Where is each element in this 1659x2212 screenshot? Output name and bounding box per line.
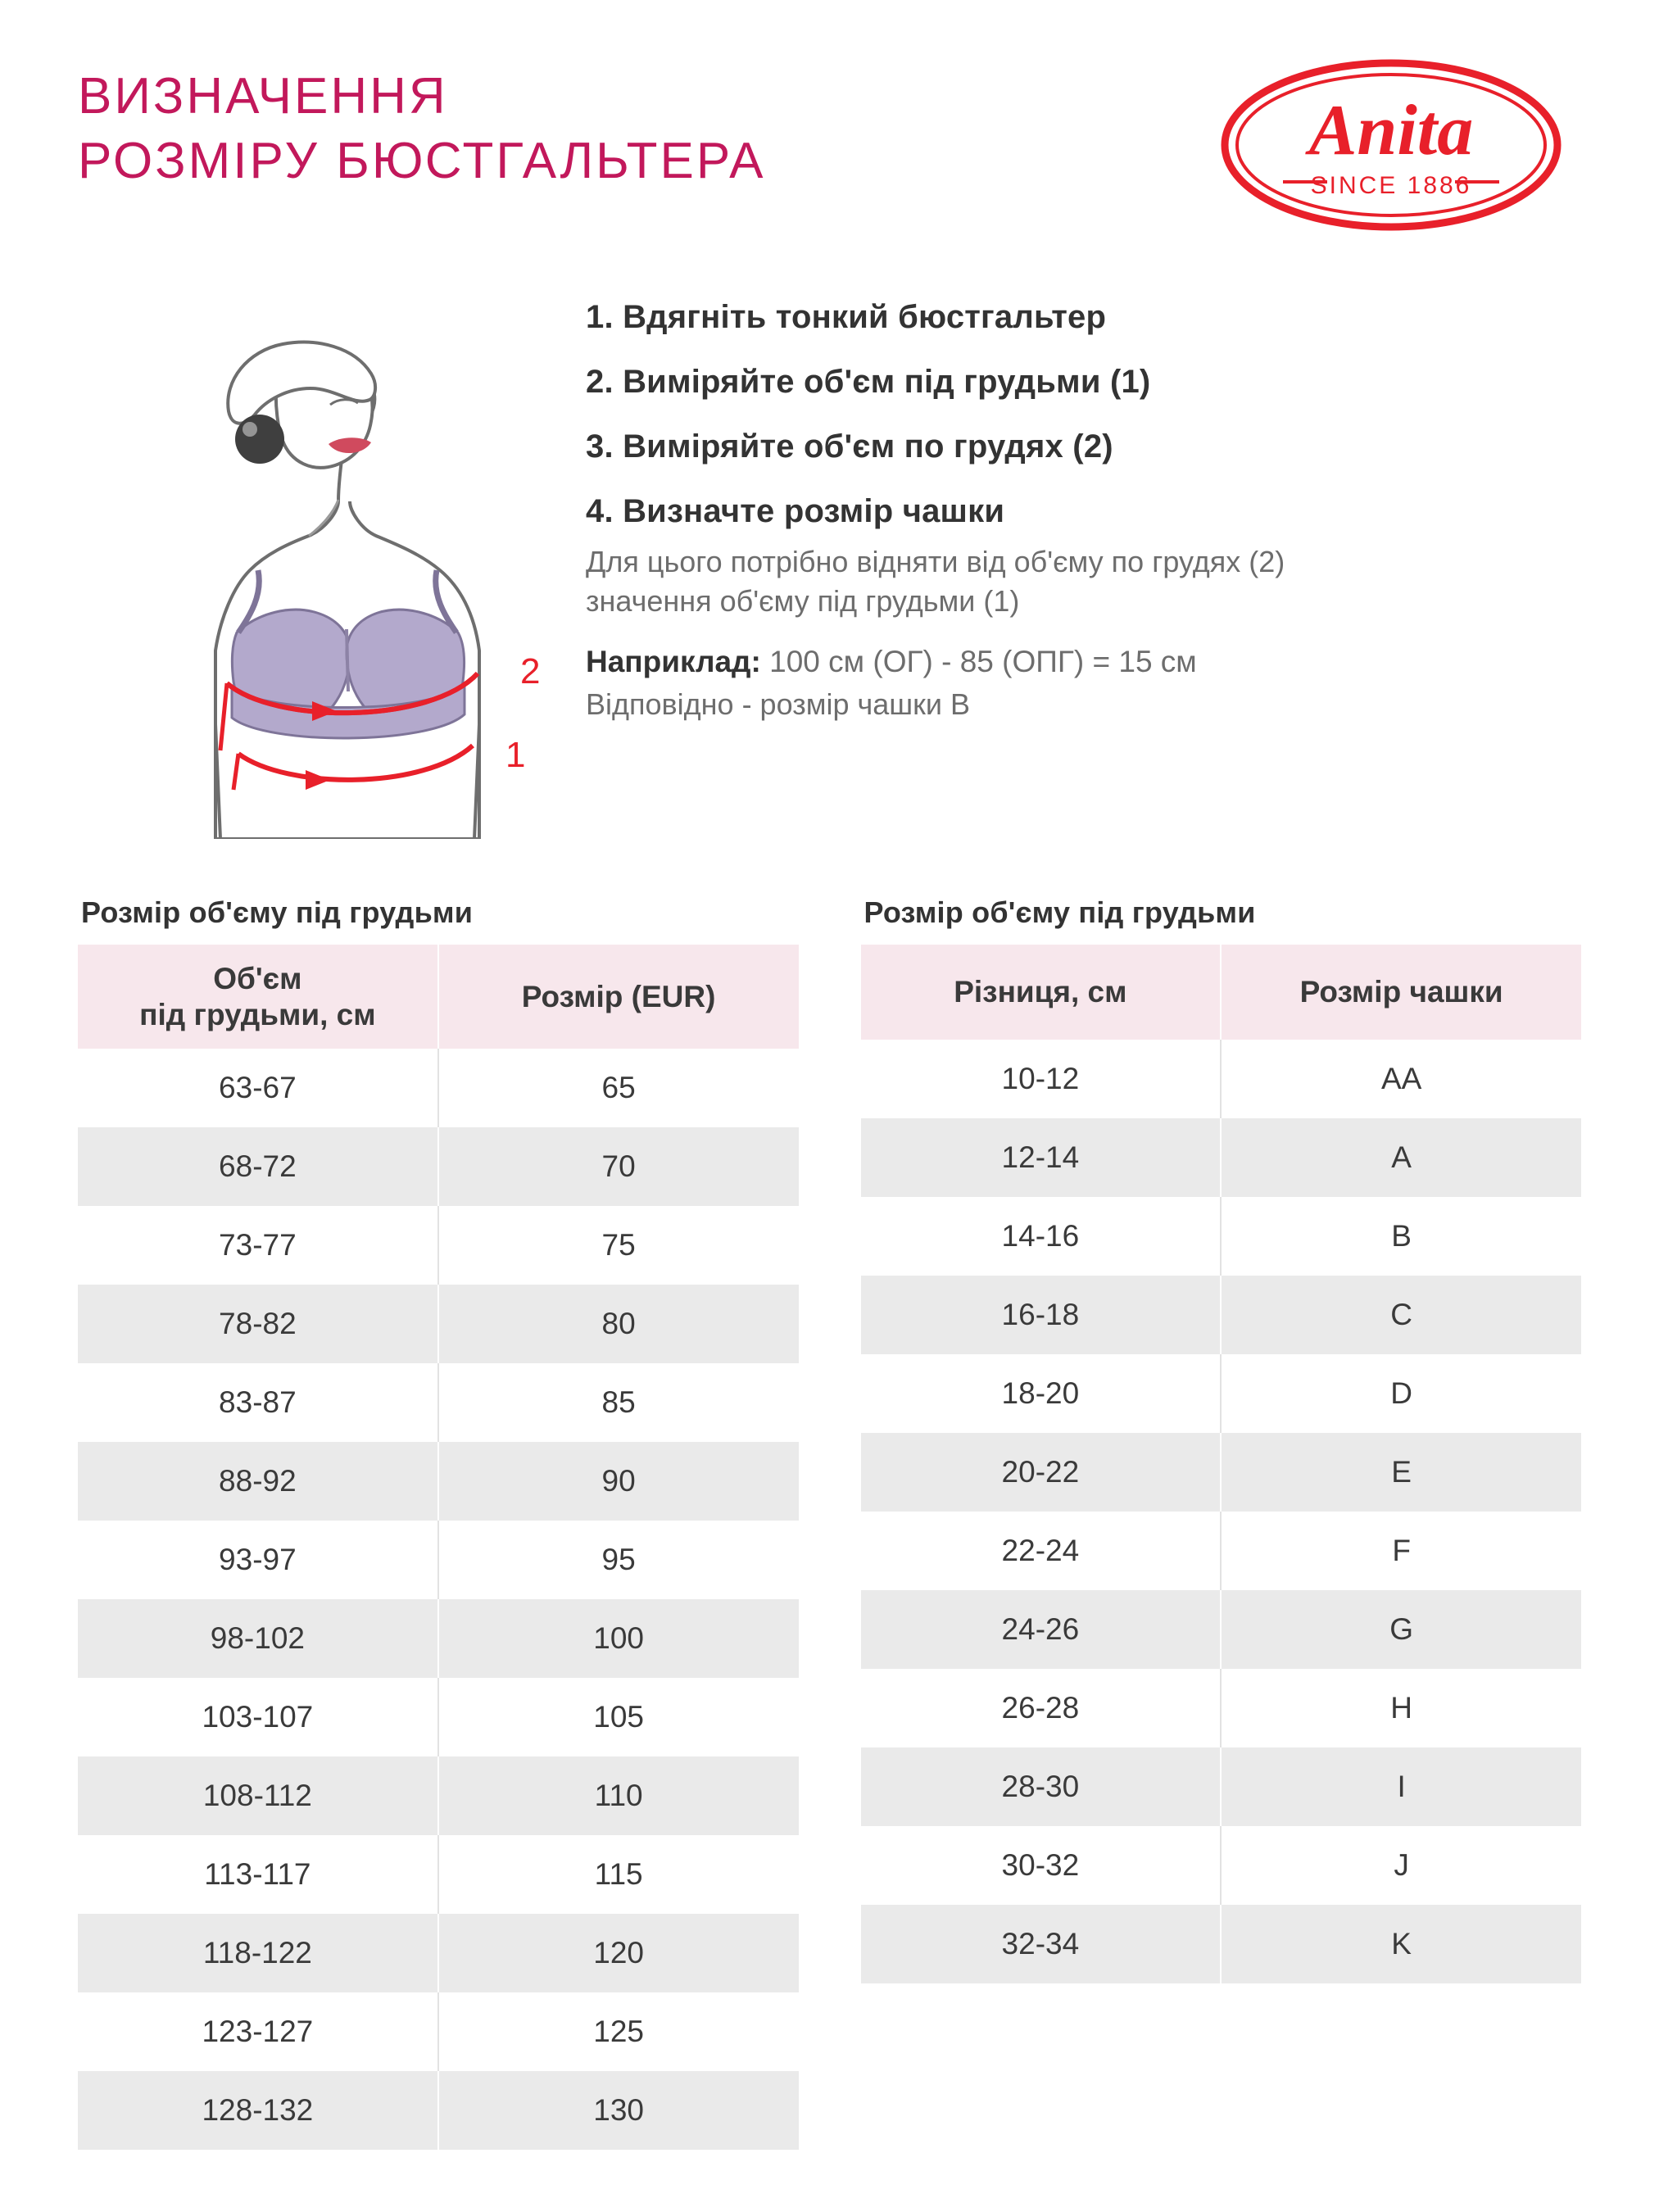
cell-eur: 70 <box>438 1127 799 1206</box>
table-row <box>861 1433 1582 1512</box>
page-title-line-1: ВИЗНАЧЕННЯ <box>78 68 448 125</box>
underbust-header-eur: Розмір (EUR) <box>438 945 799 1049</box>
cell-cup: E <box>1221 1433 1581 1512</box>
page-title <box>78 64 765 194</box>
cell-cup: H <box>1221 1669 1581 1747</box>
table-row <box>861 1747 1582 1826</box>
example-label: Наприклад: <box>586 645 761 679</box>
cell-measure: 68-72 <box>78 1127 438 1206</box>
cell-eur: 110 <box>438 1756 799 1835</box>
table-row <box>78 1442 799 1521</box>
cell-measure: 113-117 <box>78 1835 438 1914</box>
table-row <box>78 1835 799 1914</box>
cell-eur: 75 <box>438 1206 799 1285</box>
cell-measure: 123-127 <box>78 1992 438 2071</box>
cell-measure: 108-112 <box>78 1756 438 1835</box>
table-row <box>78 1992 799 2071</box>
tape-label-1: 1 <box>505 735 526 775</box>
table-row <box>78 1914 799 1992</box>
cup-header-cup: Розмір чашки <box>1221 945 1581 1040</box>
step4-note-line-2: значення об'єму під грудьми (1) <box>586 583 1020 618</box>
cup-table-block <box>861 895 1582 2150</box>
instruction-step-4: 4. Визначте розмір чашки <box>586 493 1005 529</box>
cell-measure: 103-107 <box>78 1678 438 1756</box>
cell-cup: AA <box>1221 1040 1581 1118</box>
cell-difference: 28-30 <box>861 1747 1222 1826</box>
cell-difference: 22-24 <box>861 1512 1222 1590</box>
cell-measure: 128-132 <box>78 2071 438 2150</box>
instruction-step-1: 1. Вдягніть тонкий бюстгальтер <box>586 299 1107 335</box>
cell-difference: 14-16 <box>861 1197 1222 1276</box>
table-header-row <box>861 945 1582 1040</box>
table-header-row <box>78 945 799 1049</box>
table-row <box>78 1363 799 1442</box>
cell-cup: I <box>1221 1747 1581 1826</box>
tape-label-2: 2 <box>520 651 541 691</box>
underbust-size-table <box>78 945 799 2150</box>
step4-note-line-1: Для цього потрібно відняти від об'єму по грудях (2) <box>586 545 1285 578</box>
cell-measure: 63-67 <box>78 1049 438 1127</box>
cell-difference: 12-14 <box>861 1118 1222 1197</box>
cup-size-table <box>861 945 1582 1983</box>
cell-measure: 118-122 <box>78 1914 438 1992</box>
cell-cup: J <box>1221 1826 1581 1905</box>
cell-measure: 88-92 <box>78 1442 438 1521</box>
example-line <box>586 641 1581 682</box>
cell-difference: 16-18 <box>861 1276 1222 1354</box>
underbust-header-measure <box>78 945 438 1049</box>
table-row <box>861 1826 1582 1905</box>
cup-table-body <box>861 1040 1582 1983</box>
table-row <box>78 1599 799 1678</box>
cell-eur: 125 <box>438 1992 799 2071</box>
underbust-header-line-2: під грудьми, см <box>139 997 376 1031</box>
measurement-illustration <box>135 265 578 843</box>
intro-section <box>78 265 1581 843</box>
size-tables <box>78 895 1581 2150</box>
cell-eur: 115 <box>438 1835 799 1914</box>
cell-measure: 73-77 <box>78 1206 438 1285</box>
cell-eur: 105 <box>438 1678 799 1756</box>
cell-cup: F <box>1221 1512 1581 1590</box>
table-row <box>861 1197 1582 1276</box>
cell-cup: G <box>1221 1590 1581 1669</box>
instruction-step-3: 3. Виміряйте об'єм по грудях (2) <box>586 428 1113 465</box>
table-row <box>861 1669 1582 1747</box>
cell-eur: 80 <box>438 1285 799 1363</box>
cell-cup: D <box>1221 1354 1581 1433</box>
cell-eur: 120 <box>438 1914 799 1992</box>
example-result: Відповідно - розмір чашки B <box>586 687 971 721</box>
cell-measure: 93-97 <box>78 1521 438 1599</box>
cell-eur: 130 <box>438 2071 799 2150</box>
cell-measure: 83-87 <box>78 1363 438 1442</box>
cell-difference: 30-32 <box>861 1826 1222 1905</box>
cell-eur: 95 <box>438 1521 799 1599</box>
cell-eur: 65 <box>438 1049 799 1127</box>
cell-difference: 20-22 <box>861 1433 1222 1512</box>
cell-difference: 18-20 <box>861 1354 1222 1433</box>
table-row <box>861 1590 1582 1669</box>
cell-difference: 26-28 <box>861 1669 1222 1747</box>
table-row <box>78 1049 799 1127</box>
instruction-list <box>578 265 1581 722</box>
cell-cup: A <box>1221 1118 1581 1197</box>
underbust-header-line-1: Об'єм <box>213 962 302 995</box>
page-header <box>78 0 1581 238</box>
cell-measure: 98-102 <box>78 1599 438 1678</box>
table-row <box>78 1127 799 1206</box>
table-row <box>861 1276 1582 1354</box>
cell-difference: 32-34 <box>861 1905 1222 1983</box>
underbust-table-caption: Розмір об'єму під грудьми <box>81 895 474 929</box>
underbust-table-block <box>78 895 799 2150</box>
table-row <box>861 1512 1582 1590</box>
table-row <box>861 1040 1582 1118</box>
table-row <box>78 1285 799 1363</box>
example-text: 100 см (ОГ) - 85 (ОПГ) = 15 см <box>769 645 1197 679</box>
underbust-table-body <box>78 1049 799 2150</box>
svg-text:SINCE 1886: SINCE 1886 <box>1310 172 1472 199</box>
table-row <box>861 1905 1582 1983</box>
table-row <box>78 1756 799 1835</box>
cell-eur: 100 <box>438 1599 799 1678</box>
cell-eur: 90 <box>438 1442 799 1521</box>
cell-cup: C <box>1221 1276 1581 1354</box>
table-row <box>861 1354 1582 1433</box>
cell-eur: 85 <box>438 1363 799 1442</box>
table-row <box>78 1206 799 1285</box>
cell-difference: 24-26 <box>861 1590 1222 1669</box>
cell-cup: B <box>1221 1197 1581 1276</box>
table-row <box>861 1118 1582 1197</box>
instruction-step-2: 2. Виміряйте об'єм під грудьми (1) <box>586 364 1151 400</box>
cup-table-caption: Розмір об'єму під грудьми <box>863 895 1256 929</box>
table-row <box>78 1678 799 1756</box>
svg-text:Anita: Anita <box>1308 91 1474 170</box>
table-row <box>78 2071 799 2150</box>
table-row <box>78 1521 799 1599</box>
brand-logo <box>1219 57 1563 238</box>
cell-cup: K <box>1221 1905 1581 1983</box>
cell-difference: 10-12 <box>861 1040 1222 1118</box>
instruction-step-4-note <box>586 542 1581 620</box>
cell-measure: 78-82 <box>78 1285 438 1363</box>
page-title-line-2: РОЗМІРУ БЮСТГАЛЬТЕРА <box>78 133 766 190</box>
cup-header-difference: Різниця, см <box>861 945 1222 1040</box>
